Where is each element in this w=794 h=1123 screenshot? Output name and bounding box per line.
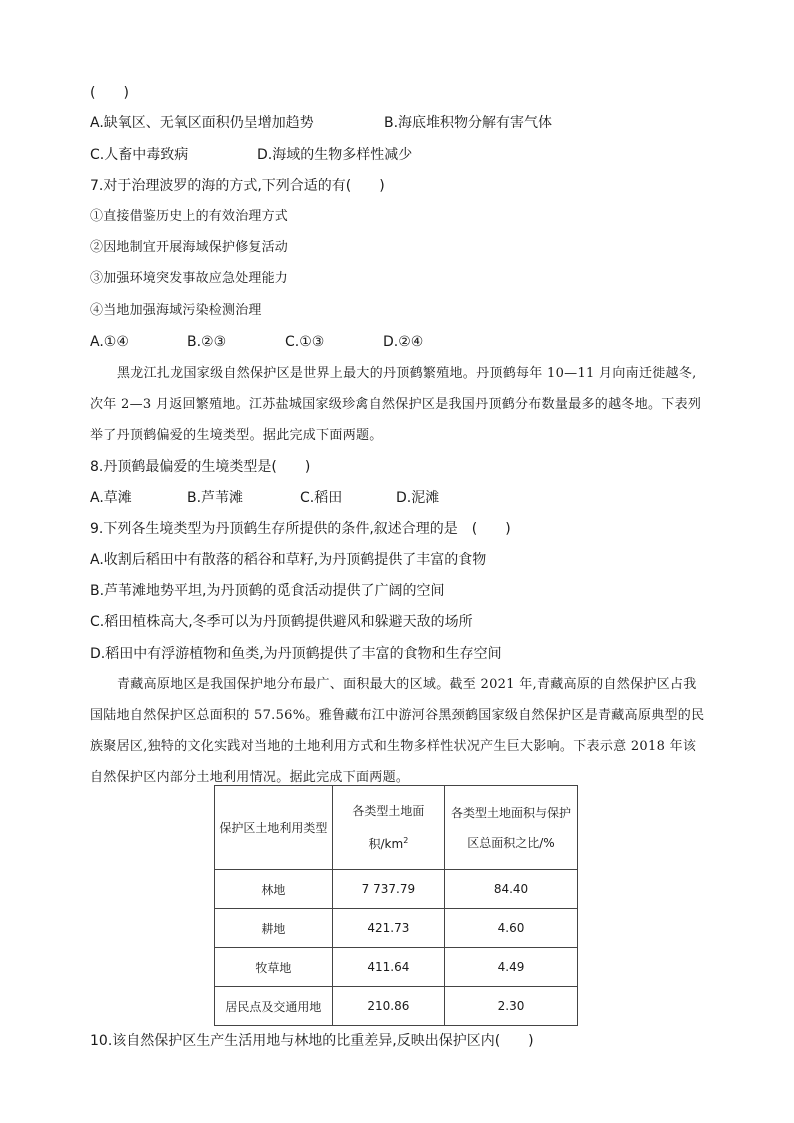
table-cell-ratio: 84.40: [445, 870, 578, 909]
q9-option-a: A.收割后稻田中有散落的稻谷和草籽,为丹顶鹤提供了丰富的食物: [90, 552, 487, 568]
table-header-row: [215, 786, 578, 870]
land-use-table: [214, 785, 578, 1026]
q6-option-d: D.海域的生物多样性减少: [257, 147, 413, 163]
table-cell-area: 7 737.79: [332, 870, 444, 909]
table-cell-type: 林地: [215, 870, 333, 909]
table-cell-type: 牧草地: [215, 948, 333, 987]
table-header-area: [332, 786, 444, 870]
q9-stem: 9.下列各生境类型为丹顶鹤生存所提供的条件,叙述合理的是 ( ): [90, 521, 511, 537]
q7-option-c: C.①③: [285, 334, 325, 350]
table-cell-type: 耕地: [215, 909, 333, 948]
q7-item-3: ③加强环境突发事故应急处理能力: [90, 271, 289, 286]
q7-item-4: ④当地加强海域污染检测治理: [90, 303, 262, 318]
table-row: [215, 987, 578, 1026]
table-header-type: 保护区土地利用类型: [215, 786, 333, 870]
table-header-area-sup: 2: [403, 836, 409, 845]
table-header-ratio-text: 各类型土地面积与保护区总面积之比/%: [450, 805, 571, 850]
table-header-area-text: 各类型土地面积/km: [352, 804, 425, 851]
q8-option-c: C.稻田: [300, 490, 343, 506]
q6-option-b: B.海底堆积物分解有害气体: [384, 115, 553, 131]
table-cell-ratio: 4.49: [445, 948, 578, 987]
q6-answer-paren: ( ): [90, 85, 129, 101]
table-header-ratio: [445, 786, 578, 870]
table-cell-ratio: 2.30: [445, 987, 578, 1026]
table-cell-area: 411.64: [332, 948, 444, 987]
table-cell-ratio: 4.60: [445, 909, 578, 948]
q7-stem: 7.对于治理波罗的海的方式,下列合适的有( ): [90, 178, 385, 194]
q8-stem: 8.丹顶鹤最偏爱的生境类型是( ): [90, 459, 311, 475]
table-cell-area: 210.86: [332, 987, 444, 1026]
table-row: [215, 870, 578, 909]
q7-option-a: A.①④: [90, 334, 129, 350]
q7-option-b: B.②③: [187, 334, 227, 350]
q7-item-1: ①直接借鉴历史上的有效治理方式: [90, 209, 289, 224]
q6-option-a: A.缺氧区、无氧区面积仍呈增加趋势: [90, 115, 314, 131]
table-cell-type: 居民点及交通用地: [215, 987, 333, 1026]
table-row: [215, 948, 578, 987]
table-cell-area: 421.73: [332, 909, 444, 948]
table-row: [215, 909, 578, 948]
q8-option-d: D.泥滩: [396, 490, 440, 506]
q6-option-c: C.人畜中毒致病: [90, 147, 189, 163]
q8-option-b: B.芦苇滩: [187, 490, 244, 506]
q9-option-b: B.芦苇滩地势平坦,为丹顶鹤的觅食活动提供了广阔的空间: [90, 583, 445, 599]
q7-item-2: ②因地制宜开展海域保护修复活动: [90, 240, 289, 255]
q8-option-a: A.草滩: [90, 490, 132, 506]
q9-option-d: D.稻田中有浮游植物和鱼类,为丹顶鹤提供了丰富的食物和生存空间: [90, 646, 502, 662]
q10-stem: 10.该自然保护区生产生活用地与林地的比重差异,反映出保护区内( ): [90, 1033, 534, 1049]
passage-crane-habitat: 黑龙江扎龙国家级自然保护区是世界上最大的丹顶鹤繁殖地。丹顶鹤每年 10—11 月向南迁徙越冬,次年 2—3 月返回繁殖地。江苏盐城国家级珍禽自然保护区是我国丹顶鹤分布数量最多的越冬地。下表列举了丹顶鹤偏爱的生境类型。据此完成下面两题。: [90, 366, 702, 443]
q9-option-c: C.稻田植株高大,冬季可以为丹顶鹤提供避风和躲避天敌的场所: [90, 614, 473, 630]
passage-plateau-reserve: 青藏高原地区是我国保护地分布最广、面积最大的区域。截至 2021 年,青藏高原的自然保护区占我国陆地自然保护区总面积的 57.56%。雅鲁藏布江中游河谷黑颈鹤国家级自然保护区是青藏高原典型的民族聚居区,独特的文化实践对当地的土地利用方式和生物多样性状况产生巨大影响。下表示意 2018 年该自然保护区内部分土地利用情况。据此完成下面两题。: [90, 677, 705, 785]
q7-option-d: D.②④: [383, 334, 424, 350]
